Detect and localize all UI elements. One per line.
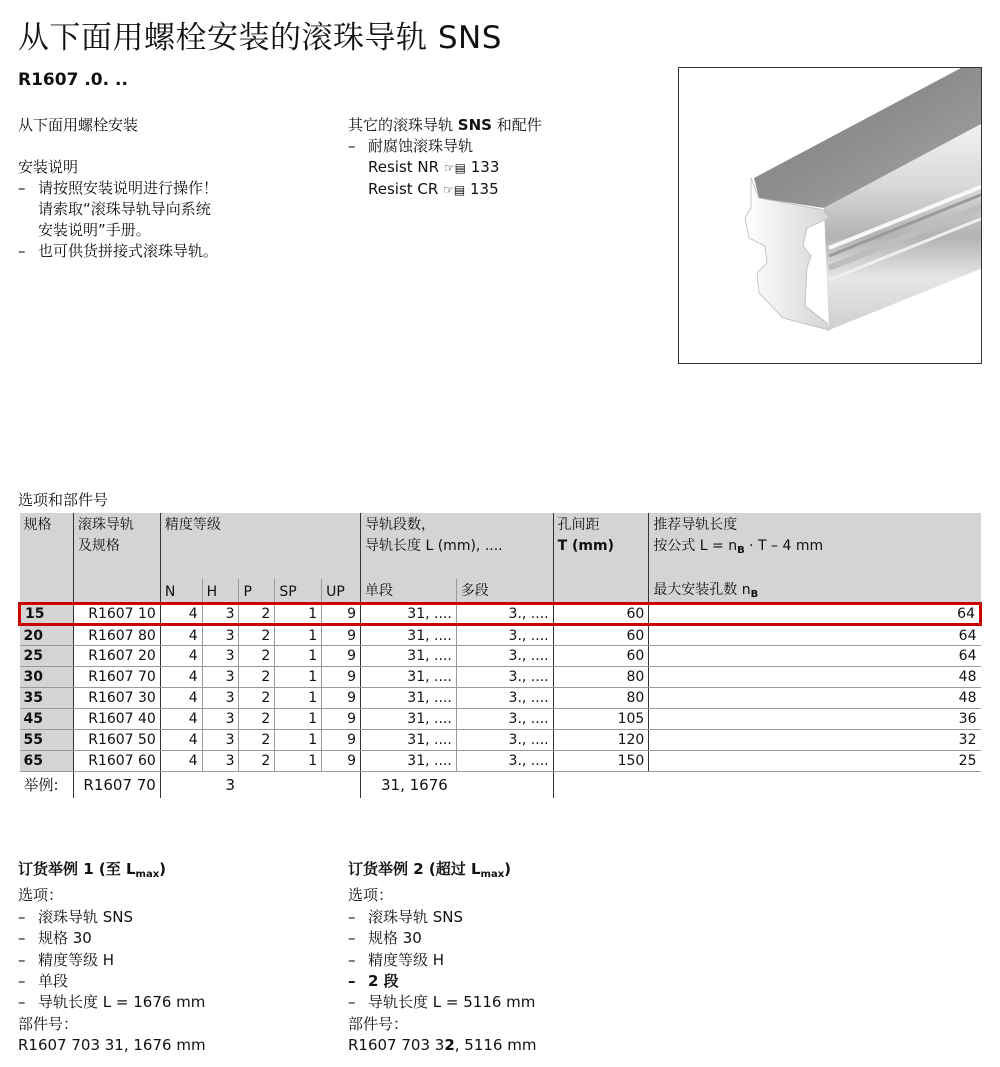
mounting-note: 从下面用螺栓安装	[18, 116, 139, 134]
cell-up: 9	[322, 709, 361, 730]
cell-sp: 1	[275, 604, 322, 625]
cell-single: 31, ....	[361, 688, 457, 709]
part-label: 部件号：	[348, 1014, 409, 1033]
cell-single: 31, ....	[361, 604, 457, 625]
cell-size: 55	[20, 730, 74, 751]
part-number: R1607 703 31, 1676 mm	[18, 1036, 206, 1055]
cell-multi: 3., ....	[456, 646, 553, 667]
order-item: – 精度等级 H	[18, 950, 115, 969]
header-length: 导轨段数， 导轨长度 L (mm), ....	[361, 513, 554, 561]
install-item: – 也可供货拼接式滚珠导轨。	[18, 242, 219, 260]
hand-pointer-document-icon: ☞▤	[443, 183, 466, 197]
cell-n: 4	[160, 751, 202, 772]
order-item: – 导轨长度 L = 1676 mm	[18, 993, 206, 1012]
options-label: 选项：	[348, 886, 394, 905]
order-example-1	[18, 859, 206, 1057]
cell-nb: 64	[649, 625, 981, 646]
cell-n: 4	[160, 667, 202, 688]
cell-p: 2	[239, 730, 275, 751]
order-item: – 单段	[18, 972, 69, 991]
order-example-2-heading: 订货举例 2 (超过 $L_{max}$)	[348, 860, 512, 880]
cell-n: 4	[160, 688, 202, 709]
install-instructions	[18, 157, 218, 262]
rail-photo	[678, 67, 982, 364]
cell-h: 3	[202, 604, 239, 625]
cell-up: 9	[322, 688, 361, 709]
cell-h: 3	[202, 625, 239, 646]
cell-nb: 32	[649, 730, 981, 751]
cell-t: 150	[553, 751, 649, 772]
rail-image	[679, 68, 982, 364]
header-accuracy: 精度等级	[160, 513, 360, 561]
header-class-n: N	[160, 579, 202, 604]
cell-up: 9	[322, 751, 361, 772]
order-example-1-heading: 订货举例 1 (至 $L_{max}$)	[18, 860, 167, 880]
cell-part: R1607 80	[73, 625, 160, 646]
ref-link-resist-nr[interactable]: Resist NR ☞▤ 133	[368, 158, 500, 176]
header-class-p: P	[239, 579, 275, 604]
order-item: – 精度等级 H	[348, 950, 445, 969]
cell-size: 45	[20, 709, 74, 730]
cell-nb: 36	[649, 709, 981, 730]
header-max-holes: 最大安装孔数 $n_B$	[649, 579, 981, 604]
ref-link-resist-cr[interactable]: Resist CR ☞▤ 135	[368, 180, 499, 198]
cell-size: 20	[20, 625, 74, 646]
cell-multi: 3., ....	[456, 751, 553, 772]
cell-h: 3	[202, 646, 239, 667]
install-heading: 安装说明	[18, 158, 79, 176]
options-table	[18, 513, 982, 798]
cell-size: 25	[20, 646, 74, 667]
cell-multi: 3., ....	[456, 730, 553, 751]
cell-h: 3	[202, 688, 239, 709]
install-item: – 请按照安装说明进行操作！	[18, 179, 219, 197]
install-item: 安装说明”手册。	[38, 221, 151, 239]
table-row	[20, 751, 981, 772]
header-class-sp: SP	[275, 579, 322, 604]
cell-sp: 1	[275, 646, 322, 667]
cell-nb: 48	[649, 667, 981, 688]
cell-p: 2	[239, 709, 275, 730]
cell-sp: 1	[275, 709, 322, 730]
cell-part: R1607 30	[73, 688, 160, 709]
example-accuracy: 3	[225, 775, 235, 794]
cell-t: 80	[553, 667, 649, 688]
cell-single: 31, ....	[361, 709, 457, 730]
cell-n: 4	[160, 709, 202, 730]
header-recommended-length: 推荐导轨长度 按公式 $L = n_B \cdot T - 4$ mm	[649, 513, 981, 561]
cell-h: 3	[202, 730, 239, 751]
cell-part: R1607 70	[73, 667, 160, 688]
cell-p: 2	[239, 667, 275, 688]
table-row	[20, 709, 981, 730]
example-length: 31, 1676	[361, 772, 554, 798]
cell-single: 31, ....	[361, 667, 457, 688]
header-class-h: H	[202, 579, 239, 604]
cell-sp: 1	[275, 625, 322, 646]
cell-t: 80	[553, 688, 649, 709]
part-number: R1607 703 32, 5116 mm	[348, 1036, 537, 1055]
order-item: – 2 段	[348, 972, 399, 991]
order-item: – 滚珠导轨 SNS	[348, 907, 464, 926]
cell-multi: 3., ....	[456, 667, 553, 688]
cell-nb: 64	[649, 646, 981, 667]
cell-p: 2	[239, 604, 275, 625]
cell-h: 3	[202, 667, 239, 688]
cell-t: 60	[553, 646, 649, 667]
cell-up: 9	[322, 730, 361, 751]
table-row	[20, 646, 981, 667]
cell-up: 9	[322, 667, 361, 688]
other-rails-item: – 耐腐蚀滚珠导轨	[348, 137, 474, 155]
cell-sp: 1	[275, 667, 322, 688]
table-row	[20, 688, 981, 709]
hand-pointer-document-icon: ☞▤	[443, 161, 466, 175]
cell-t: 105	[553, 709, 649, 730]
cell-single: 31, ....	[361, 730, 457, 751]
cell-nb: 48	[649, 688, 981, 709]
cell-size: 30	[20, 667, 74, 688]
cell-part: R1607 40	[73, 709, 160, 730]
cell-p: 2	[239, 751, 275, 772]
other-rails-heading: 其它的滚珠导轨 SNS 和配件	[348, 116, 542, 134]
cell-up: 9	[322, 625, 361, 646]
cell-size: 65	[20, 751, 74, 772]
cell-h: 3	[202, 709, 239, 730]
cell-p: 2	[239, 625, 275, 646]
cell-n: 4	[160, 730, 202, 751]
cell-t: 120	[553, 730, 649, 751]
cell-multi: 3., ....	[456, 688, 553, 709]
install-item: 请索取“滚珠导轨导向系统	[38, 200, 211, 218]
header-size: 规格	[20, 513, 74, 561]
cell-n: 4	[160, 646, 202, 667]
other-rails	[348, 115, 542, 201]
cell-size: 15	[20, 604, 74, 625]
example-part: R1607 70	[73, 772, 160, 798]
cell-single: 31, ....	[361, 625, 457, 646]
cell-size: 35	[20, 688, 74, 709]
cell-nb: 25	[649, 751, 981, 772]
order-item: – 规格 30	[18, 929, 92, 948]
cell-part: R1607 20	[73, 646, 160, 667]
cell-t: 60	[553, 625, 649, 646]
order-item: – 导轨长度 L = 5116 mm	[348, 993, 536, 1012]
cell-n: 4	[160, 604, 202, 625]
cell-up: 9	[322, 646, 361, 667]
part-label: 部件号：	[18, 1014, 79, 1033]
header-multi: 多段	[456, 579, 553, 604]
order-item: – 规格 30	[348, 929, 422, 948]
table-row	[20, 625, 981, 646]
options-label: 选项：	[18, 886, 64, 905]
options-caption: 选项和部件号	[18, 491, 109, 509]
cell-multi: 3., ....	[456, 709, 553, 730]
part-series: R1607 .0. ..	[18, 70, 128, 90]
cell-sp: 1	[275, 751, 322, 772]
cell-t: 60	[553, 604, 649, 625]
cell-part: R1607 50	[73, 730, 160, 751]
cell-nb: 64	[649, 604, 981, 625]
cell-sp: 1	[275, 730, 322, 751]
cell-part: R1607 60	[73, 751, 160, 772]
cell-single: 31, ....	[361, 646, 457, 667]
example-label: 举例:	[23, 776, 59, 795]
cell-part: R1607 10	[73, 604, 160, 625]
cell-h: 3	[202, 751, 239, 772]
order-item: – 滚珠导轨 SNS	[18, 907, 134, 926]
cell-sp: 1	[275, 688, 322, 709]
order-example-2	[348, 859, 536, 1057]
table-row	[20, 730, 981, 751]
header-pitch: 孔间距 T (mm)	[553, 513, 649, 561]
example-row	[20, 772, 981, 798]
cell-p: 2	[239, 646, 275, 667]
cell-multi: 3., ....	[456, 604, 553, 625]
table-row	[20, 604, 981, 625]
header-class-up: UP	[322, 579, 361, 604]
page-title: 从下面用螺栓安装的滚珠导轨 SNS	[18, 20, 502, 56]
cell-n: 4	[160, 625, 202, 646]
cell-multi: 3., ....	[456, 625, 553, 646]
header-rail: 滚珠导轨 及规格	[73, 513, 160, 561]
header-single: 单段	[361, 579, 457, 604]
cell-single: 31, ....	[361, 751, 457, 772]
cell-up: 9	[322, 604, 361, 625]
table-row	[20, 667, 981, 688]
cell-p: 2	[239, 688, 275, 709]
